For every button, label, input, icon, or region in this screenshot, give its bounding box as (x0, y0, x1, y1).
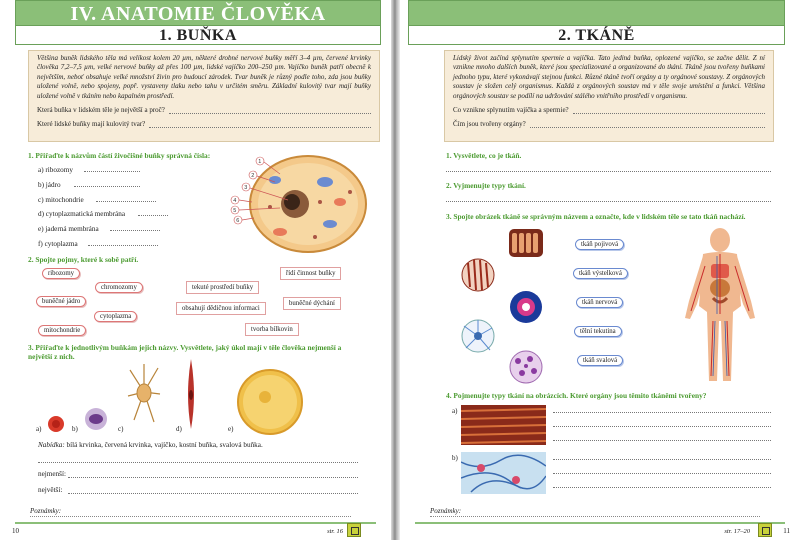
answer-line[interactable] (446, 171, 771, 172)
qr-code-icon[interactable] (347, 523, 361, 537)
answer-line[interactable] (530, 120, 765, 128)
letter-e: e) (228, 425, 234, 433)
chapter-header (15, 0, 381, 45)
tissue-pill[interactable]: tělní tekutina (574, 326, 622, 337)
answer-line[interactable] (169, 106, 371, 114)
question-2: Které lidské buňky mají kulovitý tvar? (37, 120, 371, 129)
answer-line[interactable] (96, 201, 156, 202)
footer (400, 502, 800, 540)
intro-text: Většina buněk lidského těla má velikost kolem 20 µm, některé drobné nervové buňky měří 3–4 µm, červené krvinky člověka 7,2–7,5 µm, velké nervové buňky až přes 100 µm, lidské vajíčko 200–250 µm. Vajíčko buněk patří obecně k největším, neboť obsahuje velké množství živin pro budoucí zárodek. Tvar buněk je různý podle toho, zda jsou buňky uložené volně, nebo spojeny, popř. vystaveny tlaku nebo tahu v určitém směru. Základní kulovitý tvar mají buňky uložené volně v tkáním nebo kapalném prostředí. (37, 54, 371, 100)
page-number: 11 (783, 527, 790, 535)
footer (0, 502, 391, 540)
label-b: b) (452, 454, 458, 462)
answer-line[interactable] (68, 493, 358, 494)
answer-line[interactable] (553, 487, 771, 488)
epithelial-tissue-icon (508, 228, 544, 258)
egg-cell-icon (235, 367, 305, 437)
letter-a: a) (36, 425, 42, 433)
term-box[interactable]: tvorba bílkovin (245, 323, 299, 336)
part-item: a) ribozomy (38, 166, 73, 174)
answer-line[interactable] (38, 462, 358, 463)
right-page (400, 0, 800, 540)
term-pill[interactable]: mitochondrie (38, 325, 86, 336)
svg-text:3: 3 (244, 185, 248, 191)
notes-label: Poznámky: (430, 507, 462, 515)
part-item: d) cytoplazmatická membrána (38, 210, 126, 218)
intro-text: Lidský život začíná splynutím spermie a vajíčka. Tato jediná buňka, oplozené vajíčko, se začne dělit. Z ní vznikne mnoho dalších buněk, které jsou specializované a organizované do tkání. Tkáně jsou tvořeny buňkami jednoho typu, které vykonávají stejnou funkci. Různé tkáně tvoří orgány a ty orgánové soustavy. Z orgánových soustav je složen celý organismus. Každá z orgánových soustav má v těle svoje umístění a funkci. Většina orgánových soustav se podílí na udržování stálého vnitřního prostředí v organismu. (453, 54, 765, 100)
letter-c: c) (118, 425, 124, 433)
nerve-tissue-photo (461, 452, 546, 494)
muscle-tissue-icon (460, 257, 496, 293)
answer-line[interactable] (553, 412, 771, 413)
answer-line[interactable] (553, 440, 771, 441)
tissue-pill[interactable]: tkáň svalová (577, 355, 623, 366)
section-title: 1. BUŇKA (16, 25, 380, 44)
bone-cell-icon (124, 362, 164, 427)
body-fluid-icon (508, 349, 544, 385)
term-box[interactable]: buněčné dýchání (283, 297, 341, 310)
tissue-pill[interactable]: tkáň nervová (576, 297, 623, 308)
white-blood-cell-icon (82, 405, 110, 433)
term-pill[interactable]: ribozomy (42, 268, 80, 279)
question-2: Čím jsou tvořeny orgány? (453, 120, 765, 129)
animal-cell-illustration (220, 152, 370, 257)
tissue-pill[interactable]: tkáň pojivová (575, 239, 624, 250)
left-page (0, 0, 391, 540)
page-reference: str. 16 (327, 528, 343, 535)
letter-d: d) (176, 425, 182, 433)
exercise-2-title: 2. Vyjmenujte typy tkání. (446, 181, 526, 190)
exercise-1-title: 1. Přiřaďte k názvům částí živočišné buňky správná čísla: (28, 151, 211, 160)
exercise-1-title: 1. Vysvětlete, co je tkáň. (446, 151, 522, 160)
answer-line[interactable] (446, 201, 771, 202)
svg-text:6: 6 (236, 218, 240, 224)
notes-line[interactable] (430, 516, 760, 517)
nabidka (38, 441, 263, 449)
nabidka-text: bílá krvinka, červená krvinka, vajíčko, kostní buňka, svalová buňka. (66, 441, 263, 449)
muscle-tissue-photo (461, 405, 546, 445)
svg-text:2: 2 (251, 173, 255, 179)
part-item: c) mitochondrie (38, 196, 84, 204)
nerve-tissue-icon (460, 318, 496, 354)
term-pill[interactable]: buněčné jádro (36, 296, 86, 307)
tissue-pill[interactable]: tkáň výstelková (573, 268, 628, 279)
part-item: f) cytoplazma (38, 240, 78, 248)
muscle-cell-icon (183, 357, 199, 432)
part-item: e) jaderná membrána (38, 225, 99, 233)
page-number: 10 (12, 527, 19, 535)
term-box[interactable]: řídí činnost buňky (280, 267, 341, 280)
term-pill[interactable]: cytoplazma (94, 311, 137, 322)
label-a: a) (452, 407, 458, 415)
largest-label: největší: (38, 486, 63, 494)
question-1: Co vznikne splynutím vajíčka a spermie? (453, 106, 765, 115)
nabidka-label: Nabídka: (38, 441, 65, 449)
answer-line[interactable] (573, 106, 765, 114)
human-body-illustration (675, 226, 765, 388)
notes-label: Poznámky: (30, 507, 62, 515)
letter-b: b) (72, 425, 78, 433)
answer-line[interactable] (84, 171, 140, 172)
term-pill[interactable]: chromozomy (95, 282, 143, 293)
answer-line[interactable] (88, 245, 158, 246)
red-blood-cell-icon (45, 413, 67, 435)
smallest-label: nejmenší: (38, 470, 66, 478)
section-header (408, 0, 785, 45)
book-spine (391, 0, 400, 540)
exercise-3-title: 3. Spojte obrázek tkáně se správným názvem a označte, kde v lidském těle se tato tkáň nachází. (446, 212, 746, 221)
term-box[interactable]: tekuté prostředí buňky (186, 281, 259, 294)
answer-line[interactable] (553, 426, 771, 427)
intro-box (444, 50, 774, 142)
chapter-title: IV. ANATOMIE ČLOVĚKA (70, 3, 326, 25)
connective-tissue-icon (508, 289, 544, 325)
intro-box (28, 50, 380, 142)
answer-line[interactable] (149, 120, 371, 128)
answer-line[interactable] (74, 186, 140, 187)
term-box[interactable]: obsahují dědičnou informaci (176, 302, 266, 315)
answer-line[interactable] (110, 230, 160, 231)
part-item: b) jádro (38, 181, 61, 189)
answer-line[interactable] (553, 459, 771, 460)
exercise-2-title: 2. Spojte pojmy, které k sobě patří. (28, 255, 139, 264)
page-reference: str. 17–20 (724, 528, 750, 535)
answer-line[interactable] (68, 477, 358, 478)
section-title: 2. TKÁNĚ (409, 25, 784, 44)
answer-line[interactable] (553, 473, 771, 474)
answer-line[interactable] (138, 215, 168, 216)
svg-text:1: 1 (258, 159, 262, 165)
svg-text:4: 4 (233, 198, 237, 204)
qr-code-icon[interactable] (758, 523, 772, 537)
svg-text:5: 5 (233, 208, 237, 214)
exercise-3-title: 3. Přiřaďte k jednotlivým buňkám jejich názvy. Vysvětlete, jaký úkol mají v těle člověka nejmenší a největší z nich. (28, 343, 342, 361)
notes-line[interactable] (30, 516, 351, 517)
exercise-4-title: 4. Pojmenujte typy tkání na obrázcích. Které orgány jsou těmito tkáněmi tvořeny? (446, 391, 707, 400)
question-1: Která buňka v lidském těle je největší a proč? (37, 106, 371, 115)
